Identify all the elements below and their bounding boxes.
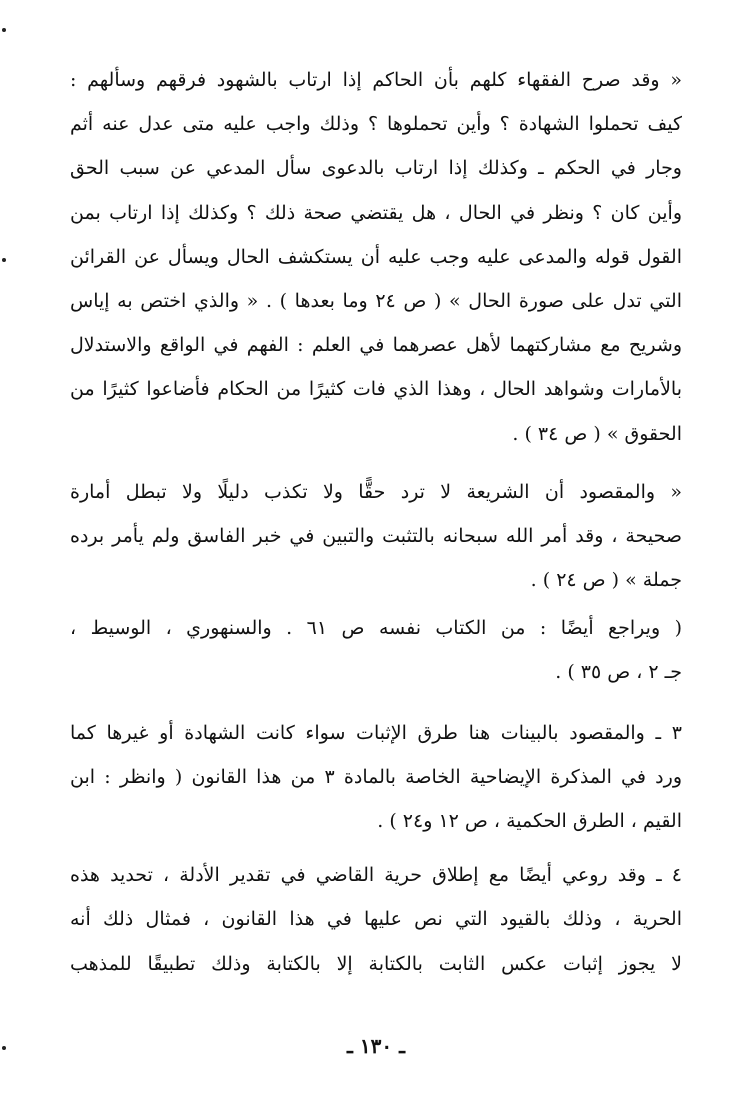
- text-line: جـ ٢ ، ص ٣٥ ) .: [555, 661, 682, 684]
- text-line: ( ويراجع أيضًا : من الكتاب نفسه ص ٦١ . والسنهوري ، الوسيط ،: [70, 617, 682, 640]
- text-line: لا يجوز إثبات عكس الثابت بالكتابة إلا بالكتابة وذلك تطبيقًا للمذهب: [70, 952, 682, 975]
- text-line: صحيحة ، وقد أمر الله سبحانه بالتثبت والتبين في خبر الفاسق ولم يأمر برده: [70, 524, 682, 547]
- text-line: القول قوله والمدعى عليه وجب عليه أن يستكشف الحال ويسأل عن القرائن: [70, 245, 682, 268]
- paragraph-quote-sharia: [70, 470, 682, 603]
- paragraph-reference: [70, 606, 682, 694]
- text-line: وشريح مع مشاركتهما لأهل عصرهما في العلم : الفهم في الواقع والاستدلال: [70, 334, 682, 357]
- text-line: جملة » ( ص ٢٤ ) .: [530, 569, 682, 592]
- paragraph-note-4: [70, 853, 682, 986]
- text-line: بالأمارات وشواهد الحال ، وهذا الذي فات كثيرًا من الحكام فأضاعوا كثيرًا من: [70, 378, 682, 401]
- text-line: التي تدل على صورة الحال » ( ص ٢٤ وما بعدها ) . « والذي اختص به إياس: [70, 289, 682, 312]
- margin-dot: [2, 28, 6, 32]
- text-line: القيم ، الطرق الحكمية ، ص ١٢ و٢٤ ) .: [377, 810, 682, 832]
- text-line: « وقد صرح الفقهاء كلهم بأن الحاكم إذا ارتاب بالشهود فرقهم وسألهم :: [70, 69, 682, 91]
- page-number: ـ ١٣٠ ـ: [347, 1034, 405, 1058]
- text-line: وجار في الحكم ـ وكذلك إذا ارتاب بالدعوى سأل المدعي عن سبب الحق: [70, 157, 682, 180]
- text-line: ورد في المذكرة الإيضاحية الخاصة بالمادة ٣ من هذا القانون ( وانظر : ابن: [70, 765, 682, 788]
- text-line: وأين كان ؟ ونظر في الحال ، هل يقتضي صحة ذلك ؟ وكذلك إذا ارتاب بمن: [70, 201, 682, 224]
- text-line: ٤ ـ وقد روعي أيضًا مع إطلاق حرية القاضي في تقدير الأدلة ، تحديد هذه: [70, 864, 682, 887]
- page-body: [70, 58, 682, 986]
- paragraph-note-3: [70, 711, 682, 844]
- text-line: الحقوق » ( ص ٣٤ ) .: [512, 422, 682, 445]
- paragraph-quote-witnesses: [70, 58, 682, 456]
- text-line: ٣ ـ والمقصود بالبينات هنا طرق الإثبات سواء كانت الشهادة أو غيرها كما: [70, 721, 682, 744]
- margin-dot: [2, 1046, 6, 1050]
- text-line: الحرية ، وذلك بالقيود التي نص عليها في هذا القانون ، فمثال ذلك أنه: [70, 908, 682, 931]
- text-line: « والمقصود أن الشريعة لا ترد حقًّا ولا تكذب دليلًا ولا تبطل أمارة: [70, 480, 682, 503]
- text-line: كيف تحملوا الشهادة ؟ وأين تحملوها ؟ وذلك واجب عليه متى عدل عنه أثم: [70, 113, 682, 136]
- margin-dot: [2, 258, 6, 262]
